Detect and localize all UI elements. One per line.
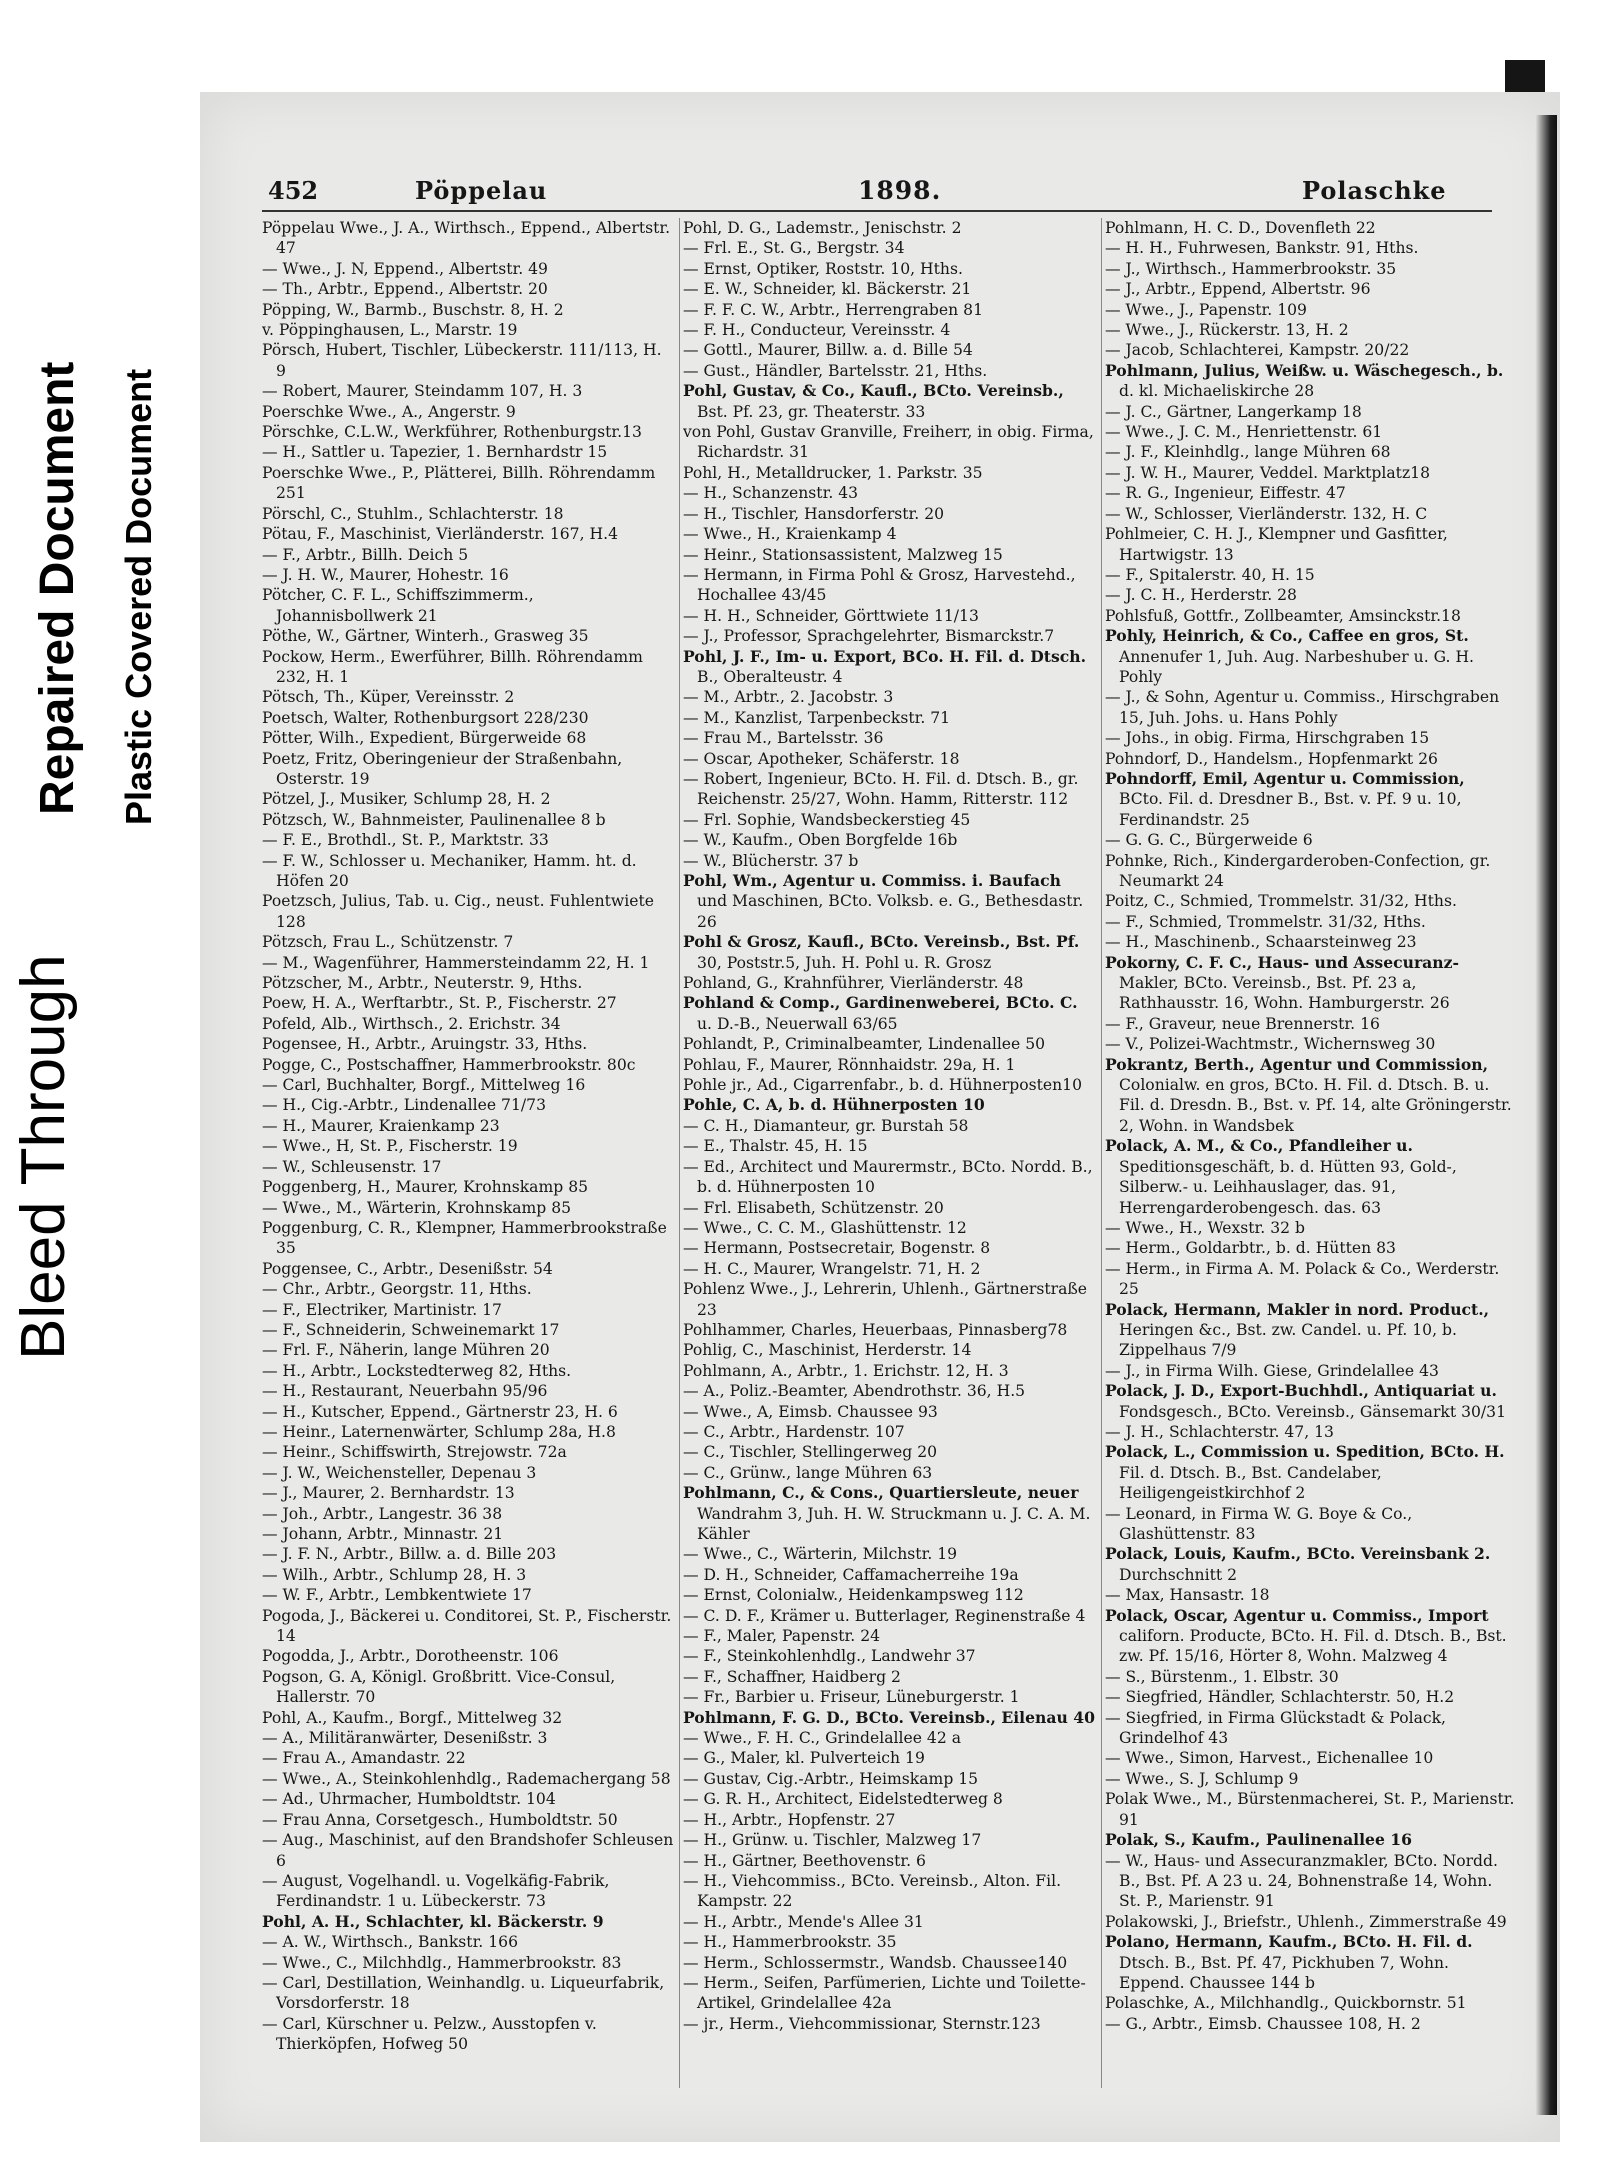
directory-entry: — W., Haus- und Assecuranzmakler, BCto. Nordd. B., Bst. Pf. A 23 u. 24, Bohnenstraße 14, Wohn. St. P., Marienstr. 91 xyxy=(1105,1851,1498,1911)
directory-entry: — A., Militäranwärter, Desenißstr. 3 xyxy=(262,1729,548,1748)
directory-entry: — Wwe., A., Steinkohlenhdlg., Rademachergang 58 xyxy=(262,1769,671,1788)
directory-entry: — Robert, Ingenieur, BCto. H. Fil. d. Dtsch. B., gr. Reichenstr. 25/27, Wohn. Hamm, Ritterstr. 112 xyxy=(683,769,1079,809)
directory-entry: — Wwe., M., Wärterin, Krohnskamp 85 xyxy=(262,1198,572,1217)
directory-entry: Pogodda, J., Arbtr., Dorotheenstr. 106 xyxy=(262,1647,559,1666)
directory-entry: — C. H., Diamanteur, gr. Burstah 58 xyxy=(683,1116,969,1135)
directory-entry: Poggenburg, C. R., Klempner, Hammerbrookstraße 35 xyxy=(262,1218,667,1258)
directory-entry: Pohndorff, Emil, Agentur u. Commission, BCto. Fil. d. Dresdner B., Bst. v. Pf. 9 u. 10, Ferdinandstr. 25 xyxy=(1105,768,1465,829)
directory-entry: — Chr., Arbtr., Georgstr. 11, Hths. xyxy=(262,1280,532,1299)
directory-entry: — Carl, Destillation, Weinhandlg. u. Liqueurfabrik, Vorsdorferstr. 18 xyxy=(262,1973,665,2013)
right-headword: Polaschke xyxy=(1302,176,1447,205)
directory-entry: — Frau M., Bartelsstr. 36 xyxy=(683,729,884,748)
directory-entry: — F., Electriker, Martinistr. 17 xyxy=(262,1300,502,1319)
directory-entry: Polak, S., Kaufm., Paulinenallee 16 xyxy=(1105,1830,1412,1850)
directory-entry: — Wwe., C., Milchhdlg., Hammerbrookstr. 83 xyxy=(262,1953,622,1972)
directory-entry: — Herm., Seifen, Parfümerien, Lichte und Toilette-Artikel, Grindelallee 42a xyxy=(683,1973,1086,2013)
directory-entry: — Ernst, Optiker, Roststr. 10, Hths. xyxy=(683,259,963,278)
directory-entry: — H. H., Schneider, Görttwiete 11/13 xyxy=(683,606,979,625)
directory-entry: — C., Arbtr., Hardenstr. 107 xyxy=(683,1422,905,1441)
directory-entry: — Ed., Architect und Maurermstr., BCto. Nordd. B., b. d. Hühnerposten 10 xyxy=(683,1157,1093,1197)
directory-entry: — Wwe., H., Wexstr. 32 b xyxy=(1105,1218,1305,1237)
directory-entry: — H., Arbtr., Mende's Allee 31 xyxy=(683,1912,924,1931)
directory-entry: — G. R. H., Architect, Eidelstedterweg 8 xyxy=(683,1790,1003,1809)
directory-entry: Pohndorf, D., Handelsm., Hopfenmarkt 26 xyxy=(1105,749,1438,768)
directory-entry: — Johs., in obig. Firma, Hirschgraben 15 xyxy=(1105,729,1430,748)
directory-entry: Pohlau, F., Maurer, Rönnhaidstr. 29a, H. 1 xyxy=(683,1055,1016,1074)
directory-entry: Poitz, C., Schmied, Trommelstr. 31/32, Hths. xyxy=(1105,892,1457,911)
directory-entry: — J., Professor, Sprachgelehrter, Bismarckstr.7 xyxy=(683,627,1055,646)
header-rule xyxy=(262,210,1492,212)
directory-entry: — C. D. F., Krämer u. Butterlager, Reginenstraße 4 xyxy=(683,1606,1086,1625)
directory-entry: — F., Schmied, Trommelstr. 31/32, Hths. xyxy=(1105,912,1426,931)
directory-entry: Pohl & Grosz, Kaufl., BCto. Vereinsb., Bst. Pf. 30, Poststr.5, Juh. H. Pohl u. R. Grosz xyxy=(683,932,1080,972)
directory-entry: — August, Vogelhandl. u. Vogelkäfig-Fabrik, Ferdinandstr. 1 u. Lübeckerstr. 73 xyxy=(262,1871,610,1911)
directory-entry: — Herm., Schlossermstr., Wandsb. Chaussee140 xyxy=(683,1953,1068,1972)
directory-entry: Pohlmann, H. C. D., Dovenfleth 22 xyxy=(1105,219,1376,237)
directory-entry: Pötzsch, Frau L., Schützenstr. 7 xyxy=(262,933,514,952)
directory-entry: Poetsch, Walter, Rothenburgsort 228/230 xyxy=(262,708,589,727)
directory-entry: — R. G., Ingenieur, Eiffestr. 47 xyxy=(1105,484,1346,503)
directory-entry: Pöppelau Wwe., J. A., Wirthsch., Eppend., Albertstr. 47 xyxy=(262,219,671,258)
directory-entry: Pohnke, Rich., Kindergarderoben-Confection, gr. Neumarkt 24 xyxy=(1105,851,1491,890)
directory-entry: Pörschl, C., Stuhlm., Schlachterstr. 18 xyxy=(262,504,564,523)
directory-entry: Polano, Hermann, Kaufm., BCto. H. Fil. d. Dtsch. B., Bst. Pf. 47, Pickhuben 7, Wohn. Eppend. Chaussee 144 b xyxy=(1105,1932,1473,1992)
directory-entry: — W., Schleusenstr. 17 xyxy=(262,1157,442,1176)
directory-entry: — J. H., Schlachterstr. 47, 13 xyxy=(1105,1422,1334,1441)
directory-entry: — J. W., Weichensteller, Depenau 3 xyxy=(262,1463,537,1482)
directory-entry: Pohland & Comp., Gardinenweberei, BCto. C. u. D.-B., Neuerwall 63/65 xyxy=(683,993,1078,1033)
directory-column-2 xyxy=(683,218,1095,2108)
directory-entry: Polack, Hermann, Makler in nord. Product., Heringen &c., Bst. zw. Candel. u. Pf. 10, b. Zippelhaus 7/9 xyxy=(1105,1299,1490,1360)
directory-entry: — H., Grünw. u. Tischler, Malzweg 17 xyxy=(683,1831,982,1850)
directory-entry: — V., Polizei-Wachtmstr., Wichernsweg 30 xyxy=(1105,1035,1436,1054)
directory-entry: — Hermann, in Firma Pohl & Grosz, Harvestehd., Hochallee 43/45 xyxy=(683,565,1076,605)
directory-entry: — G., Arbtr., Eimsb. Chaussee 108, H. 2 xyxy=(1105,2014,1421,2033)
directory-entry: — Gottl., Maurer, Billw. a. d. Bille 54 xyxy=(683,341,973,360)
directory-entry: — M., Arbtr., 2. Jacobstr. 3 xyxy=(683,688,894,707)
directory-entry: — F., Schaffner, Haidberg 2 xyxy=(683,1667,901,1686)
directory-entry: — Siegfried, in Firma Glückstadt & Polack, Grindelhof 43 xyxy=(1105,1708,1447,1748)
directory-entry: — E., Thalstr. 45, H. 15 xyxy=(683,1137,868,1156)
directory-entry: — Fr., Barbier u. Friseur, Lüneburgerstr. 1 xyxy=(683,1688,1020,1707)
directory-entry: — H., Cig.-Arbtr., Lindenallee 71/73 xyxy=(262,1096,546,1115)
directory-entry: — H., Hammerbrookstr. 35 xyxy=(683,1933,897,1952)
directory-entry: Poggenberg, H., Maurer, Krohnskamp 85 xyxy=(262,1178,589,1197)
directory-entry: — H., Gärtner, Beethovenstr. 6 xyxy=(683,1851,926,1870)
directory-entry: Pohl, A. H., Schlachter, kl. Bäckerstr. 9 xyxy=(262,1911,604,1931)
directory-entry: Pörsch, Hubert, Tischler, Lübeckerstr. 111/113, H. 9 xyxy=(262,341,662,380)
directory-entry: Pötau, F., Maschinist, Vierländerstr. 167, H.4 xyxy=(262,525,618,544)
directory-entry: — M., Wagenführer, Hammersteindamm 22, H. 1 xyxy=(262,953,650,972)
directory-entry: Pötcher, C. F. L., Schiffszimmerm., Johannisbollwerk 21 xyxy=(262,586,534,625)
directory-entry: — H., Arbtr., Hopfenstr. 27 xyxy=(683,1810,896,1829)
directory-entry: Pohlenz Wwe., J., Lehrerin, Uhlenh., Gärtnerstraße 23 xyxy=(683,1280,1088,1319)
directory-entry: Pohl, H., Metalldrucker, 1. Parkstr. 35 xyxy=(683,463,983,482)
directory-entry: — H., Viehcommiss., BCto. Vereinsb., Alton. Fil. Kampstr. 22 xyxy=(683,1871,1062,1911)
directory-entry: Pötsch, Th., Küper, Vereinsstr. 2 xyxy=(262,688,515,707)
directory-entry: — M., Kanzlist, Tarpenbeckstr. 71 xyxy=(683,708,951,727)
directory-entry: — J. C. H., Herderstr. 28 xyxy=(1105,586,1297,605)
directory-entry: Pohlmann, F. G. D., BCto. Vereinsb., Eilenau 40 xyxy=(683,1707,1095,1727)
directory-entry: — G., Maler, kl. Pulverteich 19 xyxy=(683,1749,925,1768)
directory-entry: — Frau Anna, Corsetgesch., Humboldtstr. 50 xyxy=(262,1810,618,1829)
directory-entry: — Frau A., Amandastr. 22 xyxy=(262,1749,466,1768)
directory-entry: Pohle, C. A, b. d. Hühnerposten 10 xyxy=(683,1095,985,1115)
directory-entry: Pohlmeier, C. H. J., Klempner und Gasfitter, Hartwigstr. 13 xyxy=(1105,525,1448,564)
directory-entry: Polack, Oscar, Agentur u. Commiss., Import californ. Producte, BCto. H. Fil. d. Dtsch. B., Bst. zw. Pf. 15/16, Hörter 8, Wohn. Malzweg 4 xyxy=(1105,1605,1507,1666)
directory-entry: Pötter, Wilh., Expedient, Bürgerweide 68 xyxy=(262,729,587,748)
directory-entry: — jr., Herm., Viehcommissionar, Sternstr.123 xyxy=(683,2014,1041,2033)
directory-entry: — Heinr., Schiffswirth, Strejowstr. 72a xyxy=(262,1443,567,1462)
directory-entry: — Max, Hansastr. 18 xyxy=(1105,1586,1270,1605)
directory-entry: von Pohl, Gustav Granville, Freiherr, in obig. Firma, Richardstr. 31 xyxy=(683,423,1094,462)
directory-entry: — Th., Arbtr., Eppend., Albertstr. 20 xyxy=(262,280,548,299)
directory-entry: v. Pöppinghausen, L., Marstr. 19 xyxy=(262,321,518,340)
directory-entry: — Wwe., F. H. C., Grindelallee 42 a xyxy=(683,1729,962,1748)
directory-entry: Poetz, Fritz, Oberingenieur der Straßenbahn, Osterstr. 19 xyxy=(262,749,623,788)
directory-entry: Pohlig, C., Maschinist, Herderstr. 14 xyxy=(683,1341,972,1360)
directory-entry: Polack, J. D., Export-Buchhdl., Antiquariat u. Fondsgesch., BCto. Vereinsb., Gänsemarkt 30/31 xyxy=(1105,1381,1507,1421)
directory-entry: — Wwe., J. N, Eppend., Albertstr. 49 xyxy=(262,259,548,278)
directory-entry: — J. F. N., Arbtr., Billw. a. d. Bille 203 xyxy=(262,1545,557,1564)
directory-entry: — Frl. F., Näherin, lange Mühren 20 xyxy=(262,1341,550,1360)
directory-entry: — Herm., in Firma A. M. Polack & Co., Werderstr. 25 xyxy=(1105,1259,1500,1299)
directory-entry: Polaschke, A., Milchhandlg., Quickbornstr. 51 xyxy=(1105,1994,1467,2013)
page-number: 452 xyxy=(268,176,319,205)
directory-entry: — H., Sattler u. Tapezier, 1. Bernhardstr 15 xyxy=(262,443,608,462)
directory-entry: — W. F., Arbtr., Lembkentwiete 17 xyxy=(262,1586,532,1605)
directory-entry: — H., Kutscher, Eppend., Gärtnerstr 23, H. 6 xyxy=(262,1402,618,1421)
directory-entry: — Siegfried, Händler, Schlachterstr. 50, H.2 xyxy=(1105,1688,1455,1707)
directory-entry: Pötzsch, W., Bahnmeister, Paulinenallee 8 b xyxy=(262,810,606,829)
directory-entry: — H., Maschinenb., Schaarsteinweg 23 xyxy=(1105,933,1417,952)
directory-entry: — W., Blücherstr. 37 b xyxy=(683,851,859,870)
directory-entry: — J., in Firma Wilh. Giese, Grindelallee 43 xyxy=(1105,1361,1439,1380)
directory-entry: — W., Kaufm., Oben Borgfelde 16b xyxy=(683,831,958,850)
directory-entry: — Wwe., H, St. P., Fischerstr. 19 xyxy=(262,1137,518,1156)
column-divider xyxy=(1101,218,1102,2088)
directory-entry: — Wwe., A, Eimsb. Chaussee 93 xyxy=(683,1402,938,1421)
directory-entry: — F. H., Conducteur, Vereinsstr. 4 xyxy=(683,321,951,340)
directory-entry: — J. C., Gärtner, Langerkamp 18 xyxy=(1105,402,1362,421)
directory-entry: — F. W., Schlosser u. Mechaniker, Hamm. ht. d. Höfen 20 xyxy=(262,851,637,890)
year-heading: 1898. xyxy=(858,176,942,205)
directory-entry: — Oscar, Apotheker, Schäferstr. 18 xyxy=(683,749,960,768)
directory-entry: Pohlhammer, Charles, Heuerbaas, Pinnasberg78 xyxy=(683,1320,1068,1339)
directory-entry: Pohl, J. F., Im- u. Export, BCo. H. Fil. d. Dtsch. B., Oberalteustr. 4 xyxy=(683,646,1087,686)
directory-entry: — F., Arbtr., Billh. Deich 5 xyxy=(262,545,469,564)
directory-entry: — F., Maler, Papenstr. 24 xyxy=(683,1627,881,1646)
directory-entry: — Wwe., J., Papenstr. 109 xyxy=(1105,300,1307,319)
directory-entry: Pohlandt, P., Criminalbeamter, Lindenallee 50 xyxy=(683,1035,1046,1054)
bleed-through-label: Bleed Through xyxy=(9,954,78,1360)
directory-entry: — J. H. W., Maurer, Hohestr. 16 xyxy=(262,565,509,584)
directory-entry: — Hermann, Postsecretair, Bogenstr. 8 xyxy=(683,1239,991,1258)
directory-entry: Pörschke, C.L.W., Werkführer, Rothenburgstr.13 xyxy=(262,423,642,442)
directory-entry: Pogge, C., Postschaffner, Hammerbrookstr. 80c xyxy=(262,1055,636,1074)
directory-entry: Poetzsch, Julius, Tab. u. Cig., neust. Fuhlentwiete 128 xyxy=(262,892,654,931)
directory-entry: — Carl, Buchhalter, Borgf., Mittelweg 16 xyxy=(262,1076,586,1095)
directory-entry: — Wwe., J. C. M., Henriettenstr. 61 xyxy=(1105,423,1383,442)
directory-entry: — H., Arbtr., Lockstedterweg 82, Hths. xyxy=(262,1361,572,1380)
directory-entry: Pohlmann, A., Arbtr., 1. Erichstr. 12, H. 3 xyxy=(683,1361,1009,1380)
directory-entry: Pöpping, W., Barmb., Buschstr. 8, H. 2 xyxy=(262,300,564,319)
directory-entry: Pohl, A., Kaufm., Borgf., Mittelweg 32 xyxy=(262,1708,563,1727)
directory-entry: — C., Tischler, Stellingerweg 20 xyxy=(683,1443,938,1462)
directory-entry: — J., & Sohn, Agentur u. Commiss., Hirschgraben 15, Juh. Johs. u. Hans Pohly xyxy=(1105,688,1500,727)
directory-entry: Polak Wwe., M., Bürstenmacherei, St. P., Marienstr. 91 xyxy=(1105,1790,1515,1829)
directory-entry: Pohl, Wm., Agentur u. Commiss. i. Baufach und Maschinen, BCto. Volksb. e. G., Bethesdastr. 26 xyxy=(683,871,1084,931)
directory-entry: — J., Maurer, 2. Bernhardstr. 13 xyxy=(262,1484,515,1503)
directory-entry: — G. G. C., Bürgerweide 6 xyxy=(1105,831,1313,850)
directory-entry: Poggensee, C., Arbtr., Desenißstr. 54 xyxy=(262,1259,553,1278)
directory-entry: — Wwe., C. C. M., Glashüttenstr. 12 xyxy=(683,1218,967,1237)
directory-entry: Pohly, Heinrich, & Co., Caffee en gros, St. Annenufer 1, Juh. Aug. Narbeshuber u. G. H. Pohly xyxy=(1105,626,1475,686)
directory-column-3 xyxy=(1105,218,1517,2108)
directory-entry: — J. F., Kleinhdlg., lange Mühren 68 xyxy=(1105,443,1391,462)
directory-entry: — W., Schlosser, Vierländerstr. 132, H. C xyxy=(1105,504,1428,523)
directory-entry: Pötzel, J., Musiker, Schlump 28, H. 2 xyxy=(262,790,551,809)
directory-entry: — Leonard, in Firma W. G. Boye & Co., Glashüttenstr. 83 xyxy=(1105,1504,1413,1543)
directory-entry: — F., Schneiderin, Schweinemarkt 17 xyxy=(262,1320,560,1339)
directory-entry: — Jacob, Schlachterei, Kampstr. 20/22 xyxy=(1105,341,1410,360)
directory-entry: Pohland, G., Krahnführer, Vierländerstr. 48 xyxy=(683,974,1024,993)
directory-entry: — Joh., Arbtr., Langestr. 36 38 xyxy=(262,1504,503,1523)
directory-entry: — Wwe., Simon, Harvest., Eichenallee 10 xyxy=(1105,1749,1434,1768)
directory-entry: — F. E., Brothdl., St. P., Marktstr. 33 xyxy=(262,831,549,850)
directory-entry: Poew, H. A., Werftarbtr., St. P., Fischerstr. 27 xyxy=(262,994,617,1013)
directory-entry: — F., Spitalerstr. 40, H. 15 xyxy=(1105,565,1315,584)
directory-entry: — Robert, Maurer, Steindamm 107, H. 3 xyxy=(262,382,583,401)
directory-entry: Poerschke Wwe., A., Angerstr. 9 xyxy=(262,402,516,421)
repaired-document-label: Repaired Document xyxy=(31,361,84,815)
directory-entry: — H. C., Maurer, Wrangelstr. 71, H. 2 xyxy=(683,1259,981,1278)
directory-entry: — Ernst, Colonialw., Heidenkampsweg 112 xyxy=(683,1586,1024,1605)
directory-entry: — F., Steinkohlenhdlg., Landwehr 37 xyxy=(683,1647,976,1666)
directory-entry: Pokrantz, Berth., Agentur und Commission, Colonialw. en gros, BCto. H. Fil. d. Dtsch. B. u. Fil. d. Dresdn. B., Bst. v. Pf. 14, alte Gröningerstr. 2, Wohn. in Wandsbek xyxy=(1105,1054,1512,1135)
directory-entry: — Wwe., S. J, Schlump 9 xyxy=(1105,1769,1299,1788)
directory-entry: Pogensee, H., Arbtr., Aruingstr. 33, Hths. xyxy=(262,1035,588,1054)
directory-entry: Pohl, D. G., Lademstr., Jenischstr. 2 xyxy=(683,219,962,237)
directory-entry: Polack, Louis, Kaufm., BCto. Vereinsbank 2. Durchschnitt 2 xyxy=(1105,1544,1491,1584)
directory-entry: — Johann, Arbtr., Minnastr. 21 xyxy=(262,1525,504,1543)
left-headword: Pöppelau xyxy=(415,176,548,205)
directory-entry: — Carl, Kürschner u. Pelzw., Ausstopfen v. Thierköpfen, Hofweg 50 xyxy=(262,2014,597,2054)
directory-entry: — H., Tischler, Hansdorferstr. 20 xyxy=(683,504,945,523)
directory-entry: — Wwe., C., Wärterin, Milchstr. 19 xyxy=(683,1545,958,1564)
directory-entry: Pohlmann, Julius, Weißw. u. Wäschegesch., b. d. kl. Michaeliskirche 28 xyxy=(1105,360,1504,401)
directory-entry: — Gustav, Cig.-Arbtr., Heimskamp 15 xyxy=(683,1769,979,1788)
directory-column-1 xyxy=(262,218,674,2108)
directory-entry: — F. F. C. W., Arbtr., Herrengraben 81 xyxy=(683,300,983,319)
directory-entry: — Heinr., Laternenwärter, Schlump 28a, H.8 xyxy=(262,1422,616,1441)
directory-entry: Pohlmann, C., & Cons., Quartiersleute, neuer Wandrahm 3, Juh. H. W. Struckmann u. J. C. A. M. Kähler xyxy=(683,1483,1091,1543)
directory-entry: — Wwe., J., Rückerstr. 13, H. 2 xyxy=(1105,321,1349,340)
column-divider xyxy=(679,218,680,2088)
directory-entry: — H., Maurer, Kraienkamp 23 xyxy=(262,1116,500,1135)
directory-entry: — Aug., Maschinist, auf den Brandshofer Schleusen 6 xyxy=(262,1831,674,1870)
directory-entry: — H., Schanzenstr. 43 xyxy=(683,484,859,503)
directory-entry: — S., Bürstenm., 1. Elbstr. 30 xyxy=(1105,1667,1339,1686)
directory-entry: — Wilh., Arbtr., Schlump 28, H. 3 xyxy=(262,1565,527,1584)
directory-entry: Pohle jr., Ad., Cigarrenfabr., b. d. Hühnerposten10 xyxy=(683,1076,1083,1095)
plastic-covered-label: Plastic Covered Document xyxy=(118,368,159,825)
directory-entry: — Wwe., H., Kraienkamp 4 xyxy=(683,525,897,544)
directory-entry: — F., Graveur, neue Brennerstr. 16 xyxy=(1105,1014,1380,1033)
directory-entry: Polack, L., Commission u. Spedition, BCto. H. Fil. d. Dtsch. B., Bst. Candelaber, Heiligengeistkirchhof 2 xyxy=(1105,1442,1505,1503)
directory-entry: Poerschke Wwe., P., Plätterei, Billh. Röhrendamm 251 xyxy=(262,463,656,503)
directory-entry: — C., Grünw., lange Mühren 63 xyxy=(683,1463,933,1482)
page-edge-shadow xyxy=(1535,115,1557,2115)
directory-entry: Pötzscher, M., Arbtr., Neuterstr. 9, Hths. xyxy=(262,974,583,993)
directory-entry: — Frl. Sophie, Wandsbeckerstieg 45 xyxy=(683,810,971,829)
directory-entry: — E. W., Schneider, kl. Bäckerstr. 21 xyxy=(683,280,972,299)
directory-entry: — Heinr., Stationsassistent, Malzweg 15 xyxy=(683,545,1003,564)
directory-entry: Pofeld, Alb., Wirthsch., 2. Erichstr. 34 xyxy=(262,1014,561,1033)
directory-entry: Pohl, Gustav, & Co., Kaufl., BCto. Vereinsb., Bst. Pf. 23, gr. Theaterstr. 33 xyxy=(683,381,1064,421)
directory-entry: — Herm., Goldarbtr., b. d. Hütten 83 xyxy=(1105,1239,1396,1258)
directory-entry: — H. H., Fuhrwesen, Bankstr. 91, Hths. xyxy=(1105,239,1419,258)
directory-entry: — Frl. E., St. G., Bergstr. 34 xyxy=(683,239,905,258)
directory-entry: Pogoda, J., Bäckerei u. Conditorei, St. P., Fischerstr. 14 xyxy=(262,1606,672,1646)
directory-entry: — H., Restaurant, Neuerbahn 95/96 xyxy=(262,1382,548,1401)
directory-entry: Pogson, G. A, Königl. Großbritt. Vice-Consul, Hallerstr. 70 xyxy=(262,1667,616,1707)
directory-entry: Polack, A. M., & Co., Pfandleiher u. Speditionsgeschäft, b. d. Hütten 93, Gold-, Silberw.- u. Leihhauslager, das. 91, Herrengarderobengesch. das. 63 xyxy=(1105,1136,1457,1217)
directory-entry: Pohlsfuß, Gottfr., Zollbeamter, Amsinckstr.18 xyxy=(1105,606,1461,625)
directory-entry: — A. W., Wirthsch., Bankstr. 166 xyxy=(262,1933,518,1952)
directory-entry: — J., Wirthsch., Hammerbrookstr. 35 xyxy=(1105,259,1397,278)
directory-entry: Polakowski, J., Briefstr., Uhlenh., Zimmerstraße 49 xyxy=(1105,1912,1507,1931)
directory-entry: — Ad., Uhrmacher, Humboldtstr. 104 xyxy=(262,1790,556,1809)
directory-entry: Pokorny, C. F. C., Haus- und Assecuranz-Makler, BCto. Vereinsb., Bst. Pf. 23 a, Rathhausstr. 16, Wohn. Hamburgerstr. 26 xyxy=(1105,952,1459,1013)
directory-entry: — Gust., Händler, Bartelsstr. 21, Hths. xyxy=(683,361,988,380)
directory-entry: — A., Poliz.-Beamter, Abendrothstr. 36, H.5 xyxy=(683,1382,1026,1401)
directory-entry: — Frl. Elisabeth, Schützenstr. 20 xyxy=(683,1198,944,1217)
side-labels xyxy=(0,0,200,1400)
directory-entry: — J. W. H., Maurer, Veddel. Marktplatz18 xyxy=(1105,463,1431,482)
directory-entry: — D. H., Schneider, Caffamacherreihe 19a xyxy=(683,1565,1019,1584)
directory-entry: — J., Arbtr., Eppend, Albertstr. 96 xyxy=(1105,280,1371,299)
directory-entry: Pöthe, W., Gärtner, Winterh., Grasweg 35 xyxy=(262,627,589,646)
directory-entry: Pockow, Herm., Ewerführer, Billh. Röhrendamm 232, H. 1 xyxy=(262,647,643,686)
